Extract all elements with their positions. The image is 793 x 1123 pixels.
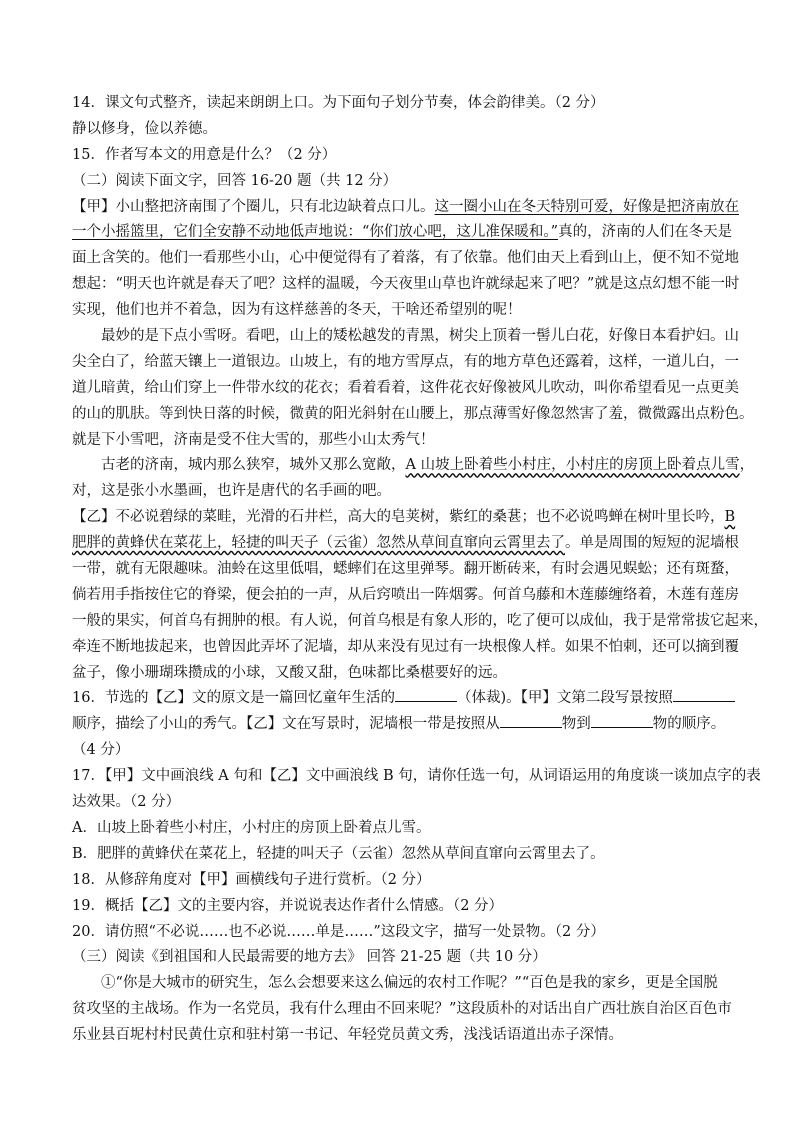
q17-option-a: A．山坡上卧着些小村庄，小村庄的房顶上卧着点儿雪。 [72, 819, 431, 836]
jia-p2-line2: 尖全白了，给蓝天镶上一道银边。山坡上，有的地方雪厚点，有的地方草色还露着，这样，一道儿白，一 [72, 353, 739, 370]
answer-blank[interactable] [500, 713, 562, 728]
jia-p2-line3: 道儿暗黄，给山们穿上一件带水纹的花衣；看着看着，这件花衣好像被风儿吹动，叫你希望看见一点更美 [72, 379, 739, 396]
yi-line5: 一般的果实，何首乌有拥肿的根。有人说，何首乌根是有象人形的，吃了便可以成仙，我于是常常拔它起来， [72, 612, 768, 629]
q19: 19．概括【乙】文的主要内容，并说说表达作者什么情感。（2 分） [72, 897, 504, 914]
q17-line1: 17．【甲】文中画浪线 A 句和【乙】文中画浪线 B 句，请你任选一句，从词语运用的角度谈一谈加点字的表 [72, 768, 761, 785]
jia-p3-line2: 对，这是张小水墨画，也许是唐代的名手画的吧。 [72, 483, 391, 500]
q16-line2: 顺序，描绘了小山的秀气。【乙】文在写景时，泥墙根一带是按照从 物到 物的顺序。 [72, 712, 722, 738]
q18: 18．从修辞角度对【甲】画横线句子进行赏析。（2 分） [72, 871, 431, 888]
jia-p3-line1: 古老的济南，城内那么狭窄，城外又那么宽敞，A 山坡上卧着些小村庄，小村庄的房顶上卧着点儿雪， [101, 457, 755, 474]
q15: 15．作者写本文的用意是什么？（2 分） [72, 146, 337, 163]
jia-underlined-sentence: 这一圈小山在冬天特别可爱，好像是把济南放在 [434, 198, 739, 215]
jia-p1-line4: 想起：“明天也许就是春天了吧？这样的温暖，今天夜里山草也许就绿起来了吧？”就是这点幻想不能一时 [72, 276, 740, 293]
section3-line2: 贫攻坚的主战场。作为一名党员，我有什么理由不回来呢？”这段质朴的对话出自广西壮族自治区百色市 [72, 1001, 732, 1018]
q16-line3: （4 分） [72, 742, 130, 759]
answer-blank[interactable] [591, 713, 653, 728]
q17-line2: 达效果。（2 分） [72, 794, 181, 811]
section3-heading: （三）阅读《到祖国和人民最需要的地方去》 回答 21-25 题（共 10 分） [72, 949, 547, 966]
yi-line7: 盆子，像小珊瑚珠攒成的小球，又酸又甜，色味都比桑椹要好的远。 [72, 664, 507, 681]
answer-blank[interactable] [395, 687, 457, 702]
q20: 20．请仿照“不必说……也不必说……单是……”这段文字，描写一处景物。（2 分） [72, 923, 605, 940]
q17-option-b: B．肥胖的黄蜂伏在菜花上，轻捷的叫天子（云雀）忽然从草间直窜向云霄里去了。 [72, 845, 605, 862]
jia-p2-line4: 的山的肌肤。等到快日落的时候，微黄的阳光斜射在山腰上，那点薄雪好像忽然害了羞，微微露出点粉色。 [72, 405, 754, 422]
jia-p1-line2: 一个小摇篮里，它们全安静不动地低声地说：“你们放心吧，这儿准保暖和。”真的，济南的人们在冬天是 [72, 224, 733, 241]
sentence-b-marker: B [724, 509, 736, 526]
jia-p2-line1: 最妙的是下点小雪呀。看吧，山上的矮松越发的青黑，树尖上顶着一髻儿白花，好像日本看护妇。山 [101, 328, 739, 345]
yi-line1: 【乙】不必说碧绿的菜畦，光滑的石井栏，高大的皂荚树，紫红的桑葚；也不必说鸣蝉在树叶里长吟，B [72, 509, 736, 526]
jia-p1-line3: 面上含笑的。他们一看那些小山，心中便觉得有了着落，有了依靠。他们由天上看到山上，便不知不觉地 [72, 250, 739, 267]
jia-p1-line1: 【甲】小山整把济南围了个圈儿，只有北边缺着点口儿。这一圈小山在冬天特别可爱，好像是把济南放在 [72, 198, 739, 215]
q16-line1: 16．节选的【乙】文的原文是一篇回忆童年生活的 （体裁)。【甲】文第二段写景按照 [72, 686, 722, 712]
jia-p2-line5: 就是下小雪吧，济南是受不住大雪的，那些小山太秀气！ [72, 431, 435, 448]
exam-page [72, 91, 768, 1049]
yi-line4: 倘若用手指按住它的脊梁，便会拍的一声，从后窍喷出一阵烟雾。何首乌藤和木莲藤缠络着，木莲有莲房 [72, 586, 739, 603]
q14-stem: 14．课文句式整齐，读起来朗朗上口。为下面句子划分节奏，体会韵律美。（2 分） [72, 95, 605, 111]
answer-blank[interactable] [673, 687, 735, 702]
jia-p1-line5: 实现，他们也并不着急，因为有这样慈善的冬天，干啥还希望别的呢！ [72, 302, 522, 319]
sentence-a-wavy: A 山坡上卧着些小村庄，小村庄的房顶上卧着点儿雪 [405, 457, 740, 474]
section2-heading: （二）阅读下面文字，回答 16-20 题（共 12 分） [72, 172, 398, 189]
sentence-b-wavy: 肥胖的黄蜂伏在菜花上，轻捷的叫天子（云雀）忽然从草间直窜向云霄里去了 [72, 535, 565, 552]
jia-underlined-sentence: 一个小摇篮里，它们全安静不动地低声地说：“你们放心吧，这儿准保暖和。” [72, 224, 559, 241]
yi-line6: 牵连不断地拔起来，也曾因此弄坏了泥墙，却从来没有见过有一块根像人样。如果不怕刺，还可以摘到覆 [72, 638, 739, 655]
section3-line3: 乐业县百坭村村民黄仕京和驻村第一书记、年轻党员黄文秀，浅浅话语道出赤子深情。 [72, 1027, 623, 1044]
q14-sentence: 静以修身，俭以养德。 [72, 120, 217, 137]
section3-line1: ①“你是大城市的研究生，怎么会想要来这么偏远的农村工作呢？”“百色是我的家乡，更是全国脱 [101, 975, 718, 992]
yi-line3: 一带，就有无限趣味。油蛉在这里低唱，蟋蟀们在这里弹琴。翻开断砖来，有时会遇见蜈蚣；还有斑蝥， [72, 561, 739, 578]
yi-line2: 肥胖的黄蜂伏在菜花上，轻捷的叫天子（云雀）忽然从草间直窜向云霄里去了。单是周围的短短的泥墙根 [72, 535, 739, 552]
